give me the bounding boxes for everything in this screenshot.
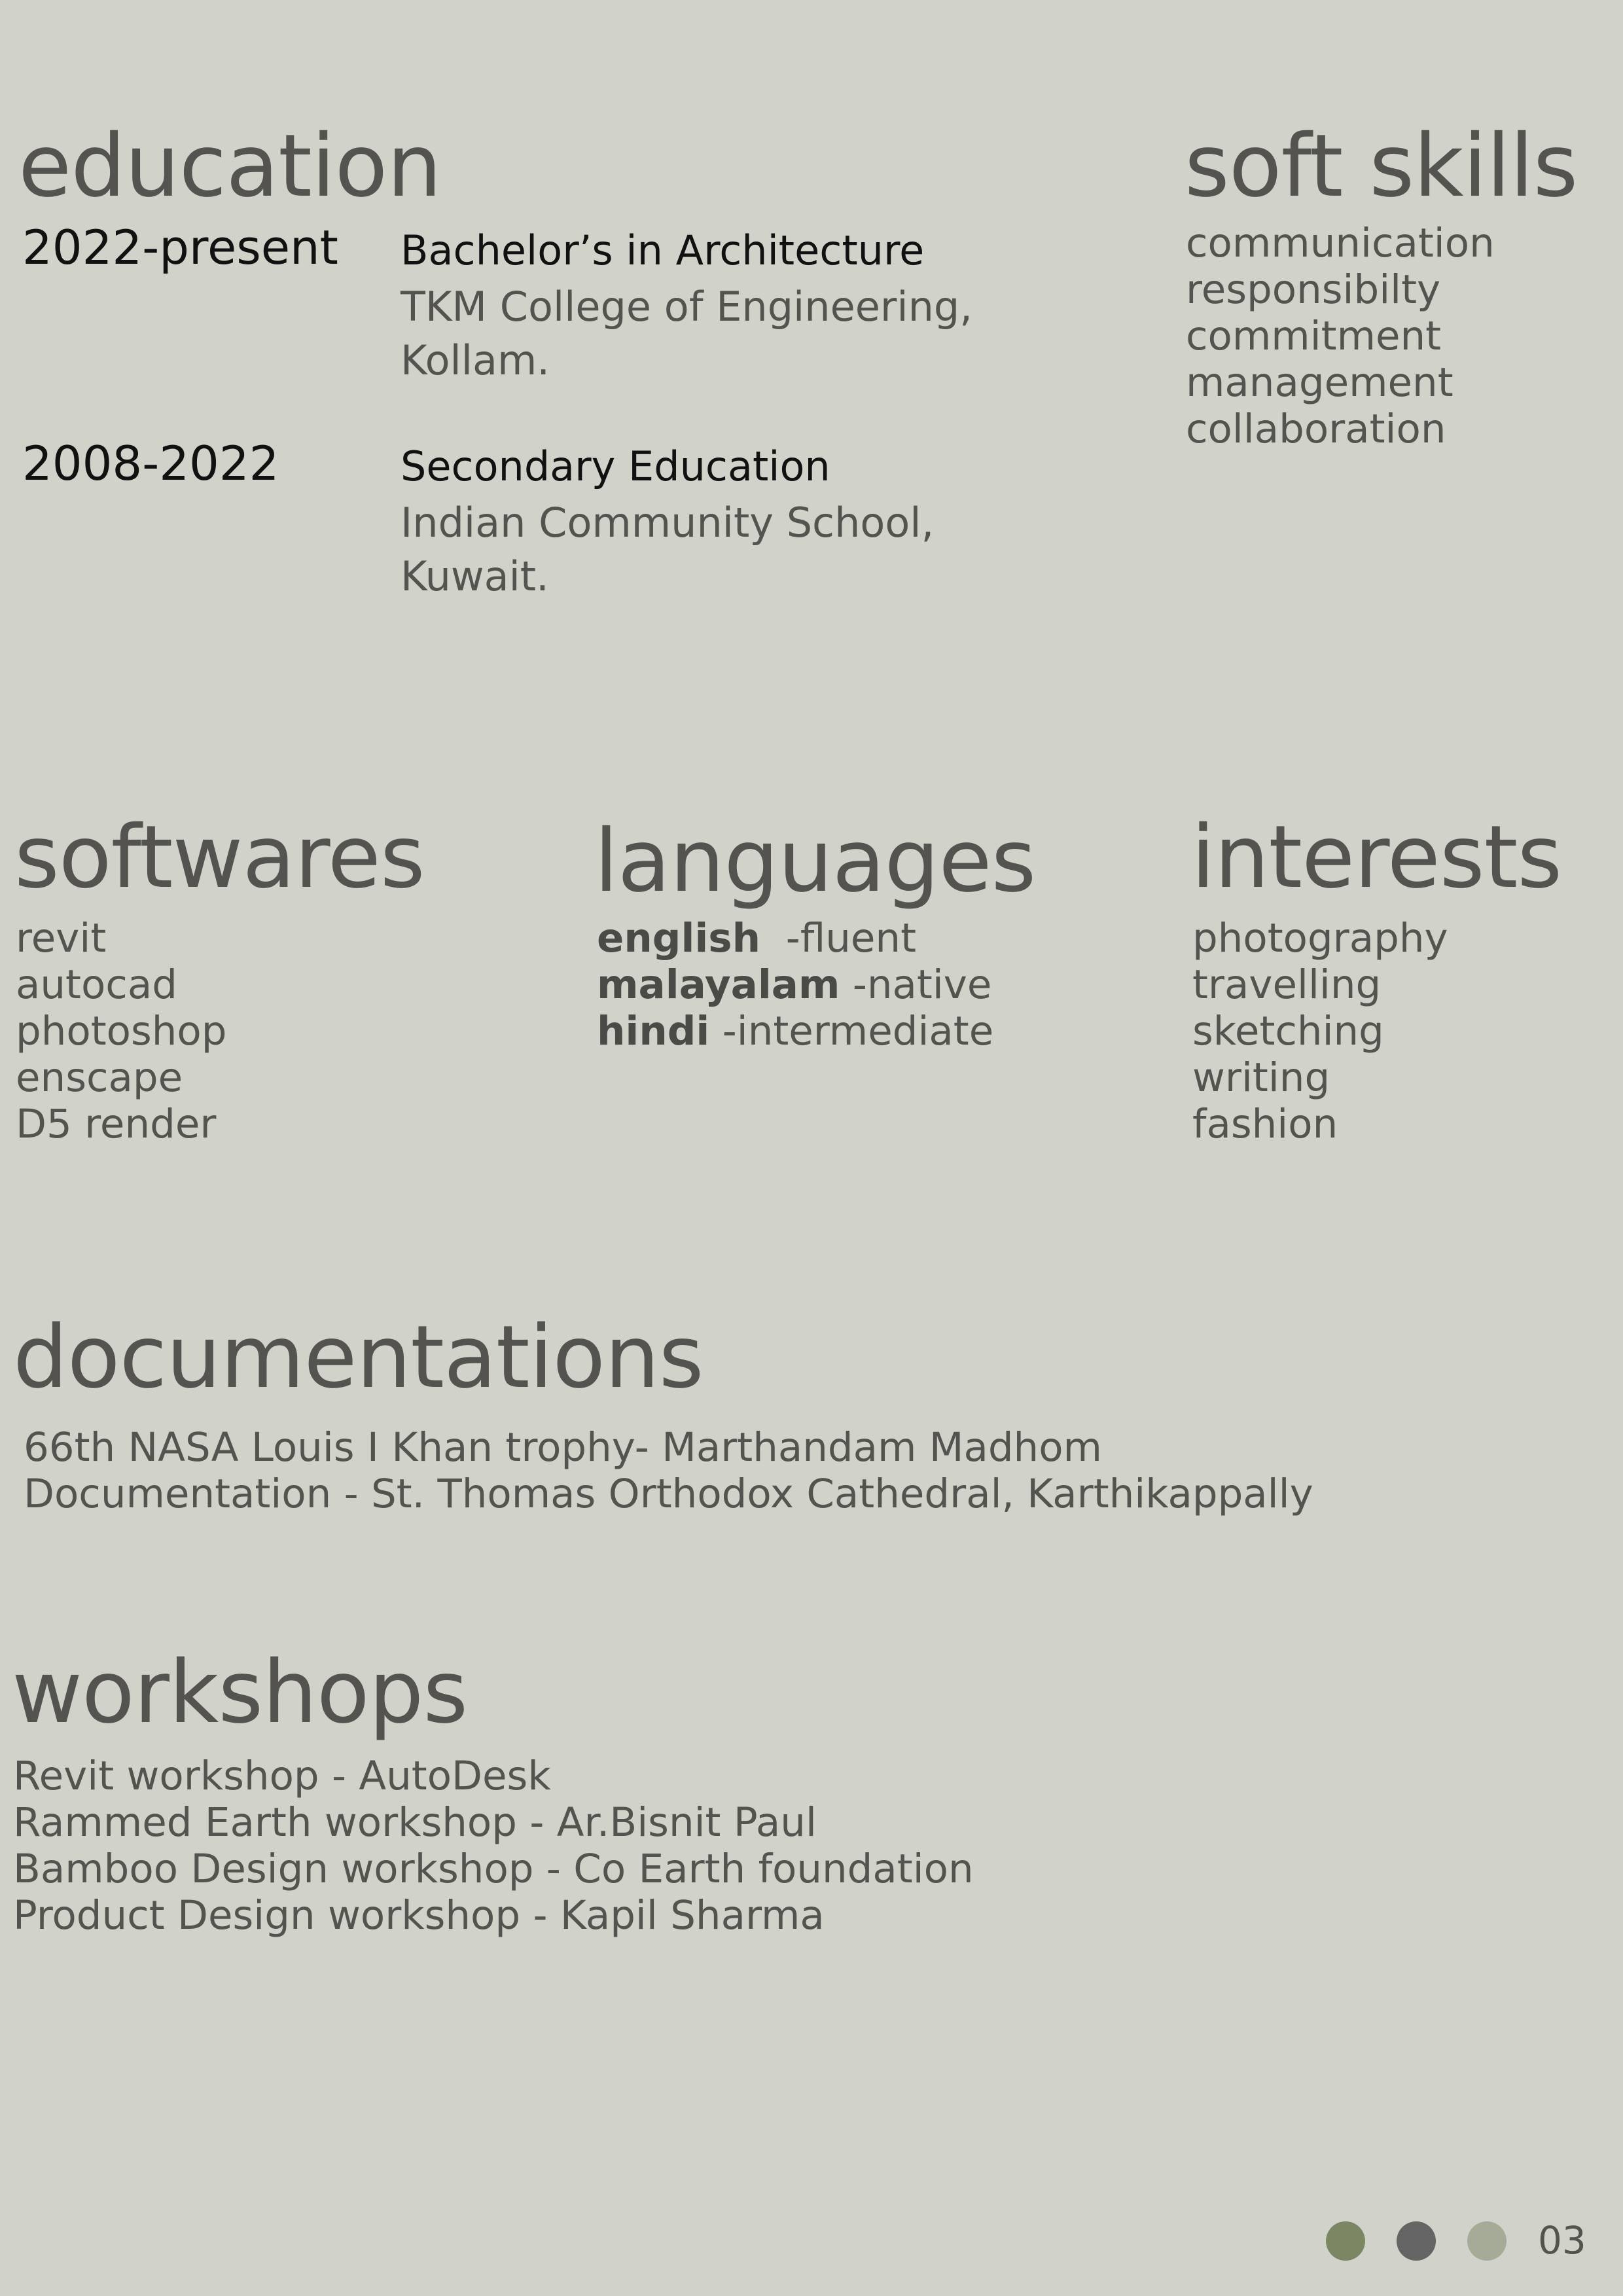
language-name: english [597, 915, 761, 961]
language-name: malayalam [597, 961, 840, 1008]
interests-list [1192, 915, 1448, 1147]
list-item: management [1186, 359, 1454, 406]
education-heading: education [18, 116, 441, 217]
softwares-list [16, 915, 226, 1147]
list-item: collaboration [1186, 406, 1446, 452]
soft-skills-list [1186, 220, 1495, 452]
language-item [597, 1008, 993, 1054]
page-dot [1397, 2221, 1436, 2261]
list-item: photoshop [16, 1008, 227, 1054]
languages-heading: languages [594, 811, 1036, 912]
list-item: commitment [1186, 313, 1442, 359]
documentations-list [24, 1424, 1313, 1517]
languages-list [597, 915, 993, 1054]
list-item: 66th NASA Louis I Khan trophy- Marthandam Madhom [24, 1424, 1102, 1471]
education-degree: Bachelor’s in Architecture [401, 226, 925, 274]
soft-skills-heading: soft skills [1185, 116, 1578, 217]
list-item: communication [1186, 220, 1495, 266]
language-level: -native [840, 961, 992, 1008]
page-number: 03 [1538, 2218, 1586, 2263]
page-dot [1326, 2221, 1365, 2261]
list-item: Product Design workshop - Kapil Sharma [13, 1892, 825, 1939]
education-school-line2: Kollam. [401, 336, 550, 384]
list-item: Revit workshop - AutoDesk [13, 1753, 551, 1799]
language-name: hindi [597, 1008, 710, 1054]
language-item [597, 915, 993, 961]
list-item: fashion [1192, 1101, 1338, 1147]
education-degree: Secondary Education [401, 442, 830, 490]
list-item: D5 render [16, 1101, 217, 1147]
education-years: 2022-present [22, 220, 338, 275]
education-school-line2: Kuwait. [401, 552, 549, 600]
list-item: autocad [16, 961, 177, 1008]
list-item: Documentation - St. Thomas Orthodox Cathedral, Karthikappally [24, 1471, 1313, 1517]
workshops-list [13, 1753, 974, 1939]
education-school-line1: Indian Community School, [401, 499, 935, 547]
list-item: travelling [1192, 961, 1382, 1008]
list-item: writing [1192, 1054, 1330, 1101]
workshops-heading: workshops [12, 1642, 468, 1743]
list-item: sketching [1192, 1008, 1384, 1054]
list-item: enscape [16, 1054, 183, 1101]
education-years: 2008-2022 [22, 436, 279, 491]
list-item: revit [16, 915, 107, 961]
list-item: Rammed Earth workshop - Ar.Bisnit Paul [13, 1799, 817, 1846]
list-item: Bamboo Design workshop - Co Earth foundation [13, 1846, 974, 1892]
softwares-heading: softwares [14, 807, 425, 908]
education-school-line1: TKM College of Engineering, [401, 283, 972, 331]
interests-heading: interests [1191, 807, 1562, 908]
language-item [597, 961, 993, 1008]
list-item: photography [1192, 915, 1448, 961]
documentations-heading: documentations [13, 1307, 704, 1408]
page-dot [1467, 2221, 1507, 2261]
language-level: -fluent [760, 915, 917, 961]
list-item: responsibilty [1186, 266, 1441, 313]
language-level: -intermediate [709, 1008, 994, 1054]
